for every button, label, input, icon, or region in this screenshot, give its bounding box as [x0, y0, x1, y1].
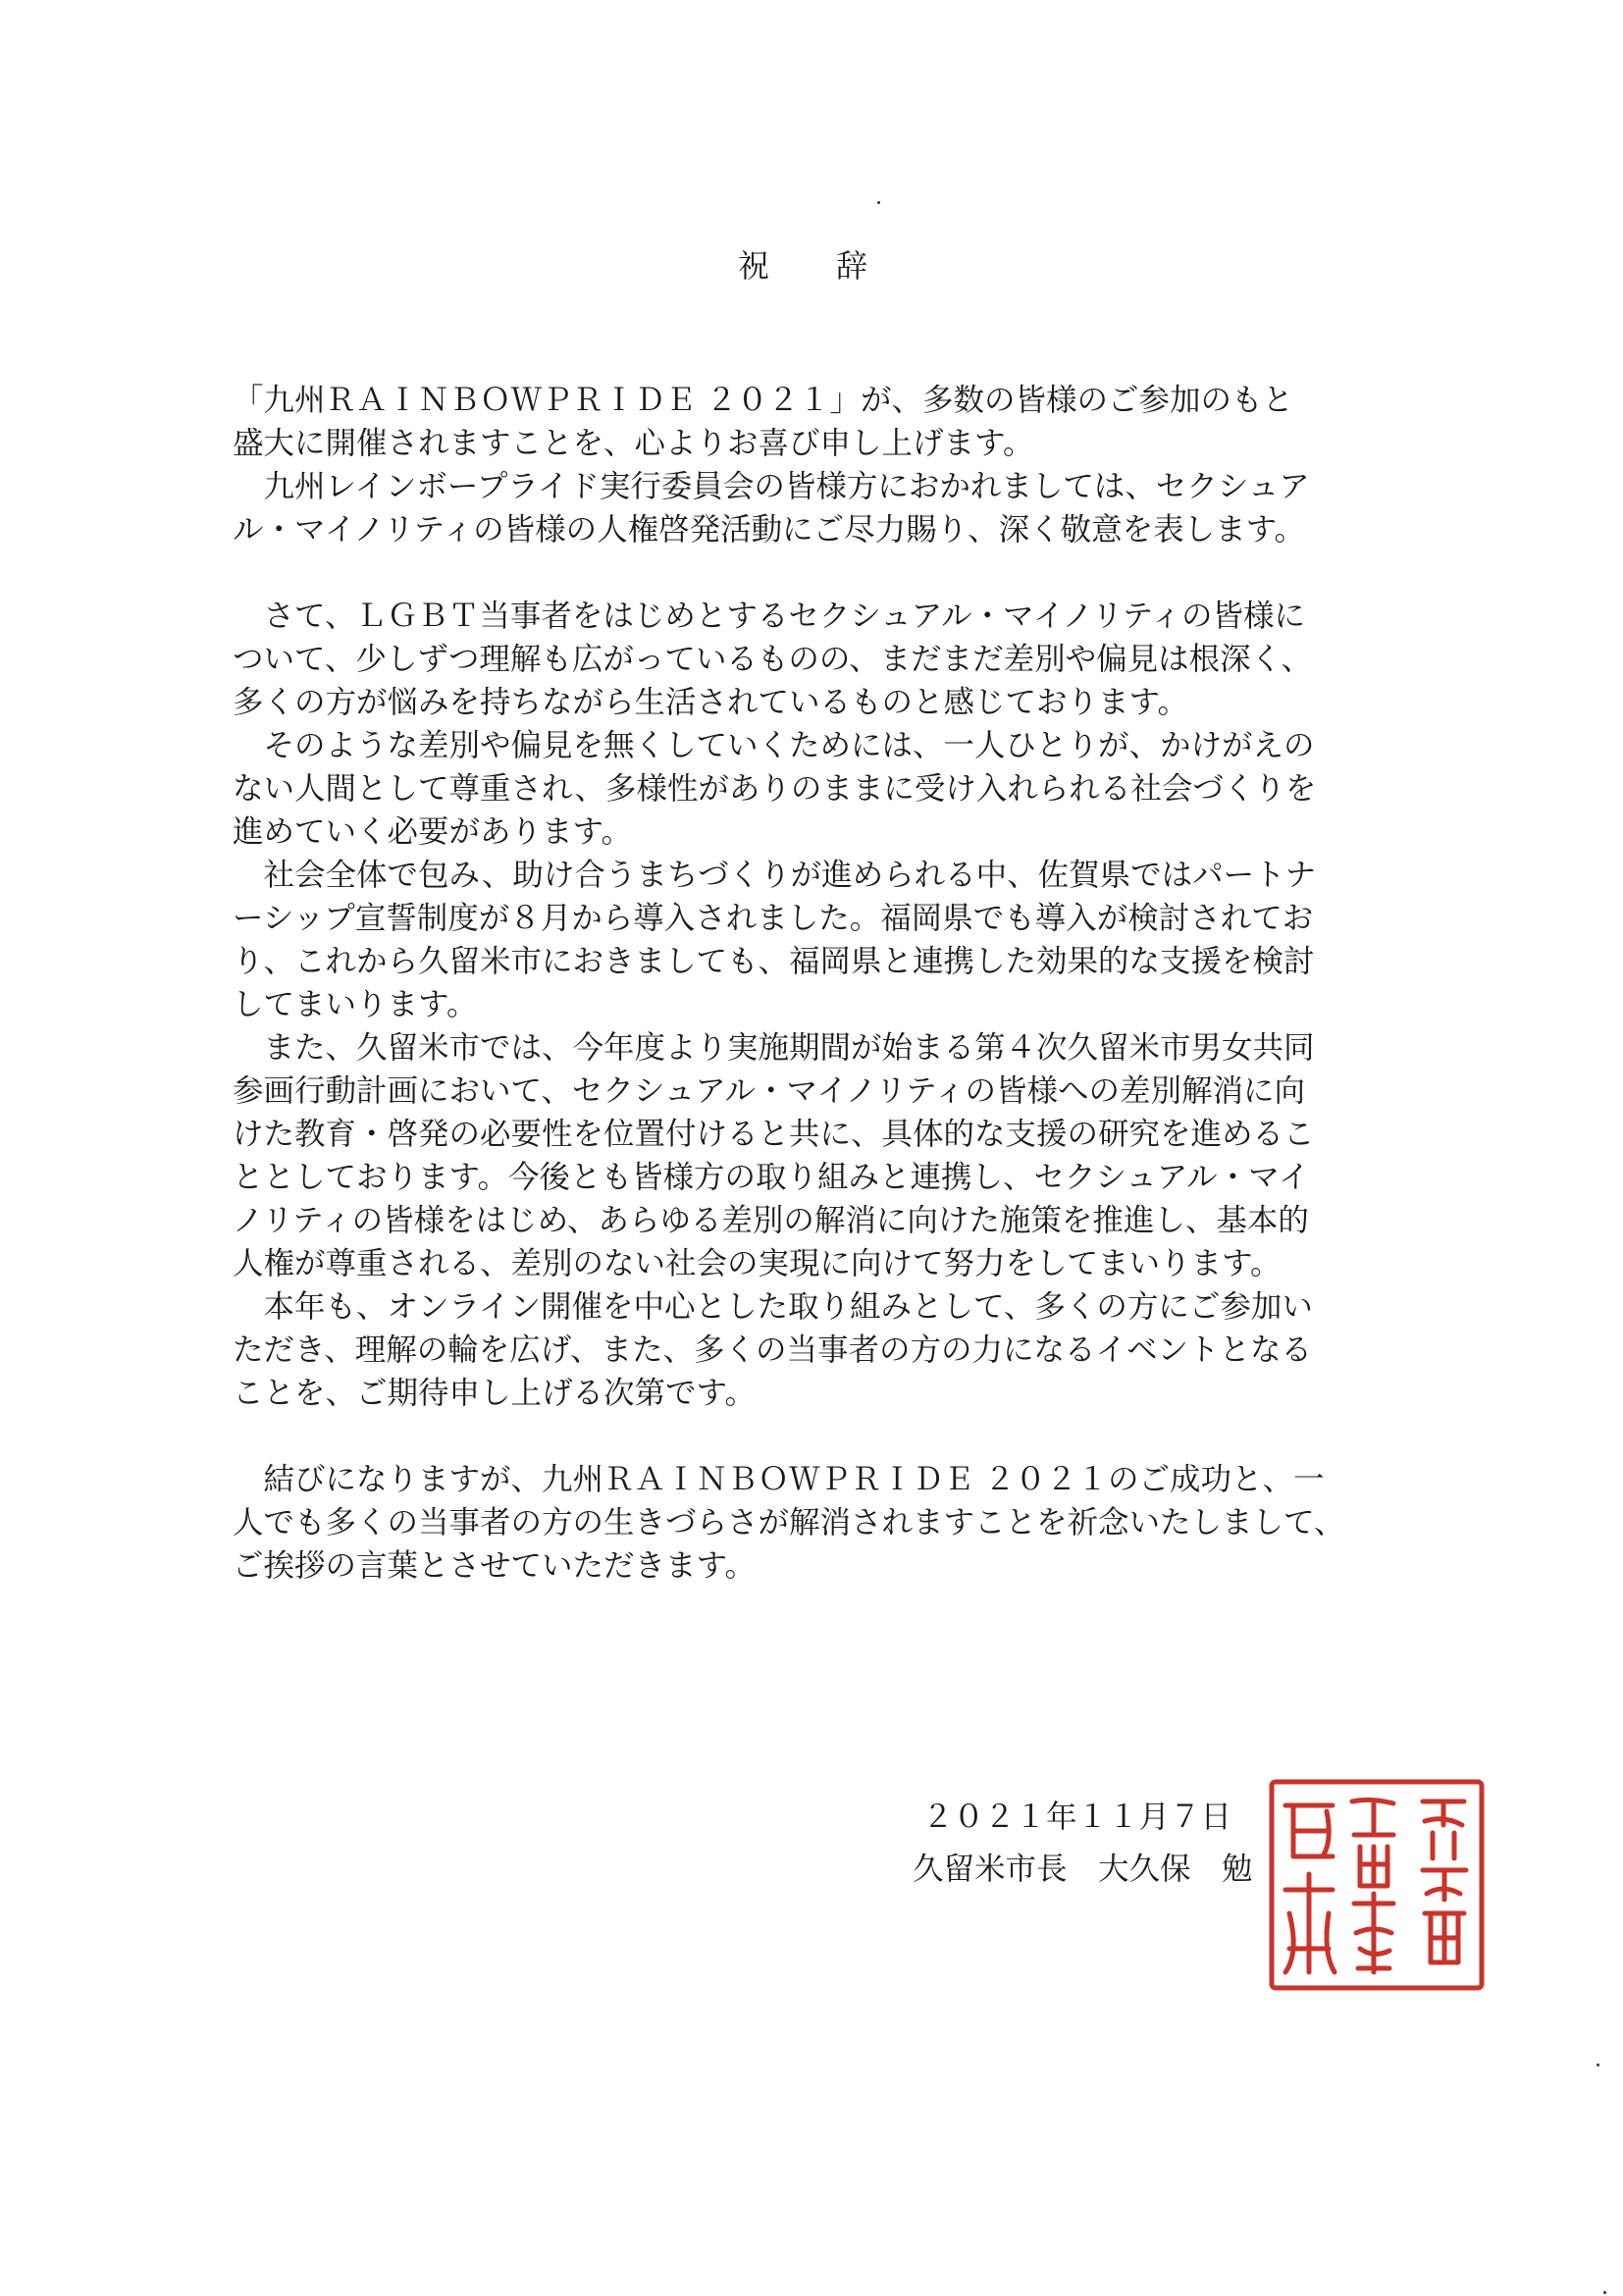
paragraph-spacer [233, 1415, 1440, 1458]
paragraph-line: 結びになりますが、九州ＲＡＩＮＢＯＷＰＲＩＤＥ ２０２１のご成功と、一 [233, 1462, 1325, 1497]
paragraph [233, 595, 1440, 724]
paragraph-line: けた教育・啓発の必要性を位置付けると共に、具体的な支援の研究を進めるこ [233, 1117, 1315, 1152]
paragraph-line: そのような差別や偏見を無くしていくためには、一人ひとりが、かけがえの [233, 728, 1315, 763]
paragraph-line: 人権が尊重される、差別のない社会の実現に向けて努力をしてまいります。 [233, 1246, 1282, 1281]
paragraph [233, 1458, 1440, 1588]
paragraph [233, 1026, 1440, 1285]
paragraph [233, 854, 1440, 1026]
paragraph [233, 724, 1440, 854]
paragraph-line: さて、ＬＧＢＴ当事者をはじめとするセクシュアル・マイノリティの皆様に [233, 599, 1306, 634]
paragraph-line: してまいります。 [233, 987, 478, 1022]
paragraph-line: 参画行動計画において、セクシュアル・マイノリティの皆様への差別解消に向 [233, 1073, 1306, 1109]
paragraph-line: ついて、少しずつ理解も広がっているものの、まだまだ差別や偏見は根深く、 [233, 642, 1312, 677]
paragraph-line: 本年も、オンライン開催を中心とした取り組みとして、多くの方にご参加い [233, 1289, 1313, 1325]
scan-speck [877, 201, 880, 204]
document-date: ２０２１年１１月７日 [922, 1800, 1232, 1835]
paragraph-line: ーシップ宣誓制度が８月から導入されました。福岡県でも導入が検討されてお [233, 901, 1314, 936]
paragraph-line: ただき、理解の輪を広げ、また、多くの当事者の方の力になるイベントとなる [233, 1332, 1312, 1368]
paragraph-spacer [233, 551, 1440, 595]
document-body [233, 379, 1440, 1588]
paragraph-line: 人でも多くの当事者の方の生きづらさが解消されますことを祈念いたしまして、 [233, 1505, 1345, 1540]
document-title: 祝 辞 [737, 247, 885, 285]
paragraph-line: ことを、ご期待申し上げる次第です。 [233, 1376, 756, 1411]
paragraph-line: また、久留米市では、今年度より実施期間が始まる第４次久留米市男女共同 [233, 1030, 1315, 1066]
paragraph [233, 465, 1440, 551]
signer-name: 久留米市長 大久保 勉 [913, 1852, 1253, 1887]
paragraph-line: 九州レインボープライド実行委員会の皆様方におかれましては、セクシュア [233, 469, 1310, 504]
paragraph-line: ご挨拶の言葉とさせていただきます。 [233, 1548, 756, 1584]
official-seal-stamp [1266, 1776, 1488, 1994]
paragraph-line: 進めていく必要があります。 [233, 814, 632, 850]
paragraph-line: ル・マイノリティの皆様の人権啓発活動にご尽力賜り、深く敬意を表します。 [233, 512, 1306, 548]
scan-speck [1603, 2291, 1606, 2294]
scan-speck [1597, 2063, 1599, 2066]
paragraph-line: 社会全体で包み、助け合うまちづくりが進められる中、佐賀県ではパートナ [233, 858, 1317, 893]
paragraph-line: 「九州ＲＡＩＮＢＯＷＰＲＩＤＥ ２０２１」が、多数の皆様のご参加のもと [233, 383, 1294, 418]
paragraph-line: ない人間として尊重され、多様性がありのままに受け入れられる社会づくりを [233, 771, 1317, 807]
paragraph-line: ノリティの皆様をはじめ、あらゆる差別の解消に向けた施策を推進し、基本的 [233, 1203, 1309, 1238]
paragraph-line: 多くの方が悩みを持ちながら生活されているものと感じております。 [233, 685, 1188, 720]
paragraph [233, 379, 1440, 465]
paragraph-line: り、これから久留米市におきましても、福岡県と連携した効果的な支援を検討 [233, 944, 1315, 979]
paragraph [233, 1285, 1440, 1415]
paragraph-line: ととしております。今後とも皆様方の取り組みと連携し、セクシュアル・マイ [233, 1160, 1310, 1195]
paragraph-line: 盛大に開催されますことを、心よりお喜び申し上げます。 [233, 426, 1034, 461]
